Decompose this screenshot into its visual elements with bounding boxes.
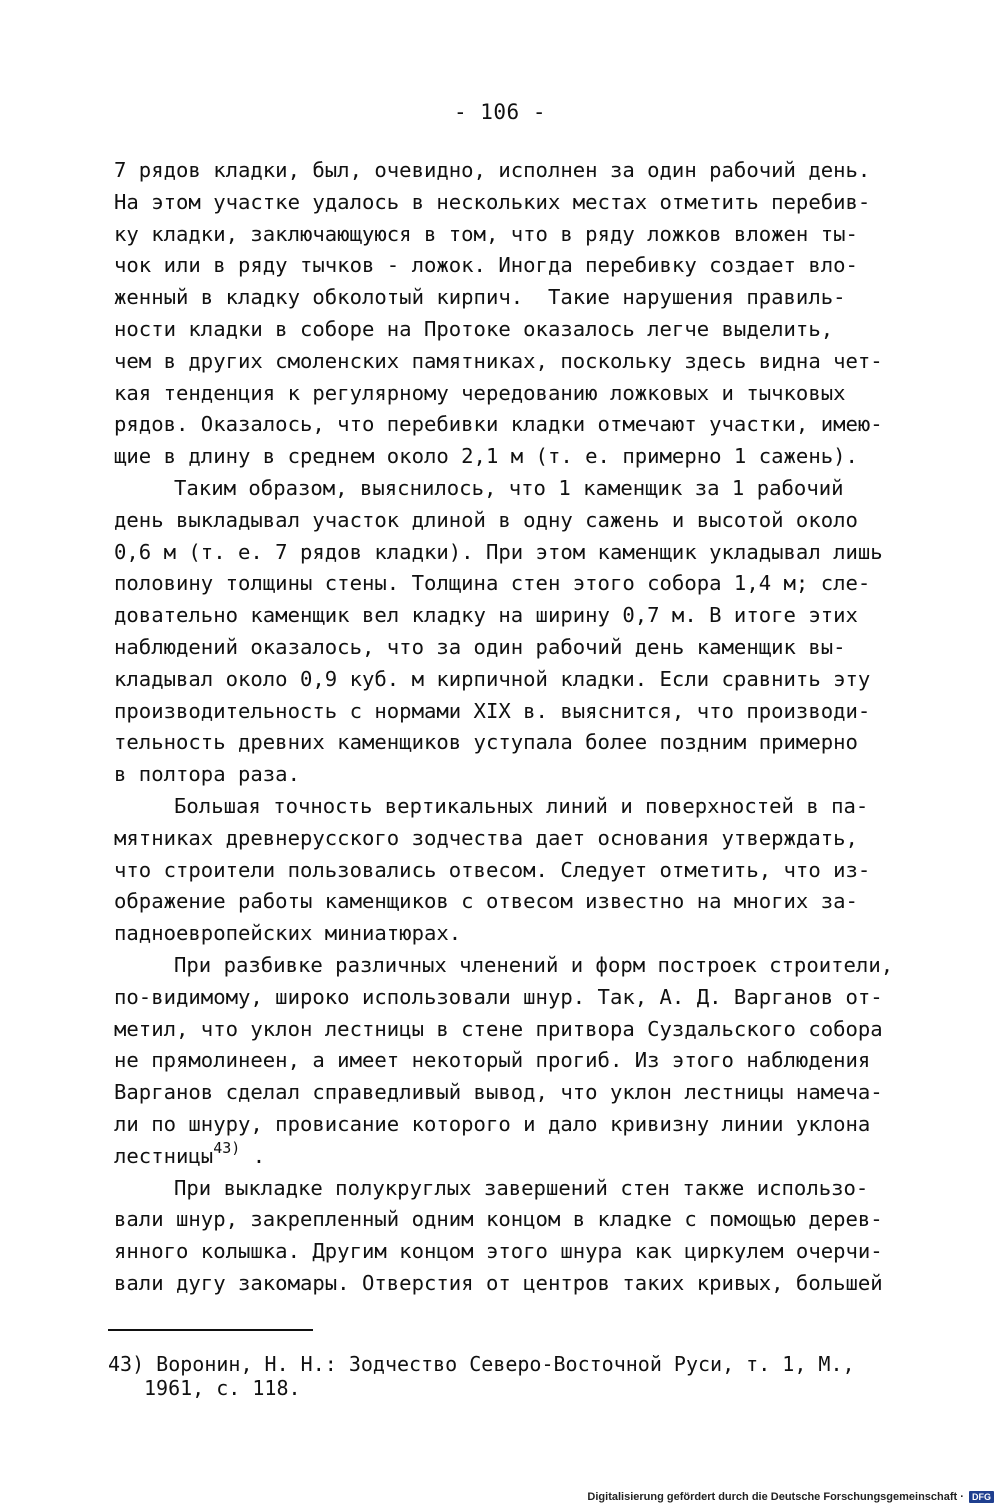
text-line: Таким образом, выяснилось, что 1 каменщик за 1 рабочий bbox=[174, 475, 844, 500]
text-line: ности кладки в соборе на Протоке оказалось легче выделить, bbox=[114, 316, 834, 341]
text-line: тельность древних каменщиков уступала более поздним примерно bbox=[114, 730, 858, 755]
text-line: кая тенденция к регулярному чередованию ложковых и тычковых bbox=[114, 380, 846, 405]
text-line: довательно каменщик вел кладку на ширину 0,7 м. В итоге этих bbox=[114, 603, 858, 628]
text-line: янного колышка. Другим концом этого шнура как циркулем очерчи- bbox=[114, 1239, 883, 1264]
text-line: наблюдений оказалось, что за один рабочий день каменщик вы- bbox=[114, 634, 846, 659]
text-line: кладывал около 0,9 куб. м кирпичной кладки. Если сравнить эту bbox=[114, 666, 871, 691]
paragraph bbox=[114, 950, 914, 1173]
text-line: На этом участке удалось в нескольких местах отметить перебив- bbox=[114, 189, 871, 214]
text-line: Варганов сделал справедливый вывод, что уклон лестницы намеча- bbox=[114, 1080, 883, 1105]
footnote bbox=[108, 1352, 928, 1400]
text-line: рядов. Оказалось, что перебивки кладки отмечают участки, имею- bbox=[114, 412, 883, 437]
text-line: ли по шнуру, провисание которого и дало кривизну линии уклона bbox=[114, 1111, 871, 1136]
paragraph bbox=[114, 1173, 914, 1300]
footnote-line: 43) Воронин, Н. Н.: Зодчество Северо-Восточной Руси, т. 1, М., bbox=[108, 1352, 855, 1376]
dfg-logo-icon: DFG bbox=[969, 1491, 994, 1503]
paragraph bbox=[114, 155, 914, 473]
punctuation: . bbox=[252, 1143, 266, 1168]
text-line: по-видимому, широко использовали шнур. Так, А. Д. Варганов от- bbox=[114, 984, 883, 1009]
text-line: 0,6 м (т. е. 7 рядов кладки). При этом каменщик укладывал лишь bbox=[114, 539, 883, 564]
body-text bbox=[114, 155, 914, 1300]
text-line: При разбивке различных членений и форм построек строители, bbox=[174, 952, 894, 977]
text-line: метил, что уклон лестницы в стене притвора Суздальского собора bbox=[114, 1016, 883, 1041]
text-line: падноевропейских миниатюрах. bbox=[114, 921, 462, 946]
text-line: ображение работы каменщиков с отвесом известно на многих за- bbox=[114, 889, 858, 914]
paragraph bbox=[114, 791, 914, 950]
text-line: Большая точность вертикальных линий и поверхностей в па- bbox=[174, 793, 869, 818]
text-line: мятниках древнерусского зодчества дает основания утверждать, bbox=[114, 825, 858, 850]
word: лестницы bbox=[114, 1143, 214, 1168]
text-line: чем в других смоленских памятниках, поскольку здесь видна чет- bbox=[114, 348, 883, 373]
text-line: в полтора раза. bbox=[114, 762, 300, 787]
text-line: день выкладывал участок длиной в одну сажень и высотой около bbox=[114, 507, 858, 532]
text-line: При выкладке полукруглых завершений стен также использо- bbox=[174, 1175, 869, 1200]
paragraph bbox=[114, 473, 914, 791]
footnote-divider bbox=[108, 1329, 313, 1331]
credit-text: Digitalisierung gefördert durch die Deutsche Forschungsgemeinschaft · bbox=[587, 1491, 964, 1503]
text-line: не прямолинеен, а имеет некоторый прогиб. Из этого наблюдения bbox=[114, 1048, 871, 1073]
text-line: половину толщины стены. Толщина стен этого собора 1,4 м; сле- bbox=[114, 571, 871, 596]
text-line: ку кладки, заключающуюся в том, что в ряду ложков вложен ты- bbox=[114, 221, 858, 246]
digitization-credit bbox=[587, 1491, 994, 1503]
text-line: чок или в ряду тычков - ложок. Иногда перебивку создает вло- bbox=[114, 253, 858, 278]
page-number: - 106 - bbox=[453, 100, 546, 124]
text-line: вали шнур, закрепленный одним концом в кладке с помощью дерев- bbox=[114, 1207, 883, 1232]
text-line: что строители пользовались отвесом. Следует отметить, что из- bbox=[114, 857, 871, 882]
footnote-reference[interactable]: 43) bbox=[213, 1138, 241, 1157]
text-line: щие в длину в среднем около 2,1 м (т. е. примерно 1 сажень). bbox=[114, 444, 858, 469]
text-line: производительность с нормами XIX в. выяснится, что производи- bbox=[114, 698, 871, 723]
text-line: женный в кладку обколотый кирпич. Такие нарушения правиль- bbox=[114, 285, 846, 310]
footnote-line: 1961, с. 118. bbox=[144, 1376, 301, 1400]
text-line-with-footnote bbox=[114, 1138, 914, 1173]
text-line: 7 рядов кладки, был, очевидно, исполнен за один рабочий день. bbox=[114, 158, 871, 182]
text-line: вали дугу закомары. Отверстия от центров таких кривых, большей bbox=[114, 1270, 883, 1295]
